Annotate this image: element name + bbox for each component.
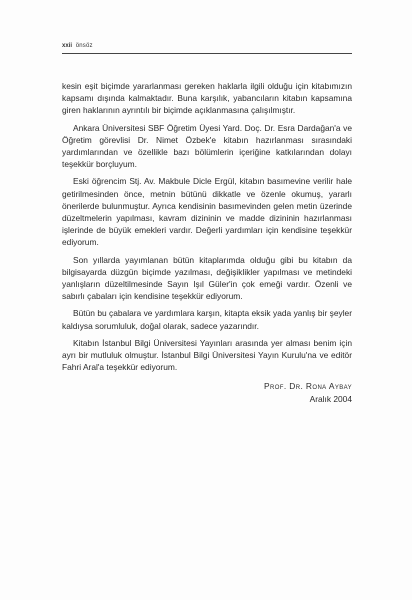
signature-block <box>62 380 352 406</box>
paragraph-3: Eski öğrencim Stj. Av. Makbule Dicle Ergül, kitabın basımevine verilir hale getirilmesinden önce, metnin bütünü dikkatle ve özenle okumuş, yararlı önerilerde bulunmuştur. Ayrıca kendisinin basımevinden gelen metin üzerinde düzeltmelerin yapılması, kavram dizininin ve madde dizininin hazırlanması işlerinde de büyük emekleri vardır. Değerli yardımları için kendisine teşekkür ediyorum. <box>62 176 352 248</box>
paragraph-6: Kitabın İstanbul Bilgi Üniversitesi Yayınları arasında yer alması benim için ayrı bir mutluluk olmuştur. İstanbul Bilgi Üniversitesi Yayın Kurulu'na ve editör Fahri Aral'a teşekkür ediyorum. <box>62 337 352 373</box>
paragraph-1: kesin eşit biçimde yararlanması gereken haklarla ilgili olduğu için kitabımızın kapsamı dışında kalmaktadır. Buna karşılık, yabancıların kitabın kapsamına giren haklarının ayrıntılı bir biçimde açıklanmasına çalışılmıştır. <box>62 81 352 116</box>
preface-body <box>62 80 352 378</box>
page-number: xxii <box>62 43 73 49</box>
section-title: önsöz <box>75 43 93 49</box>
author-name: Prof. Dr. Rona Aybay <box>263 381 352 391</box>
signature-date: Aralık 2004 <box>309 394 352 404</box>
paragraph-5: Bütün bu çabalara ve yardımlara karşın, kitapta eksik yada yanlış bir şeyler kaldıysa sorumluluk, doğal olarak, sadece yazarındır. <box>62 308 352 331</box>
running-head <box>62 43 352 54</box>
paragraph-4: Son yıllarda yayımlanan bütün kitaplarımda olduğu gibi bu kitabın da bilgisayarda düzgün biçimde yazılması, değişiklikler yapılması ve metindeki yanlışların düzeltilmesinde Sayın Işıl Güler'in çok emeği vardır. Özenli ve sabırlı çabaları için kendisine teşekkür ediyorum. <box>62 254 352 302</box>
paragraph-2: Ankara Üniversitesi SBF Öğretim Üyesi Yard. Doç. Dr. Esra Dardağan'a ve Öğretim görevlisi Dr. Nimet Özbek'e kitabın hazırlanması sırasındaki yardımlarından ve özellikle bazı bölümlerin içeriğine katkılarından dolayı teşekkür borçluyum. <box>62 122 352 170</box>
